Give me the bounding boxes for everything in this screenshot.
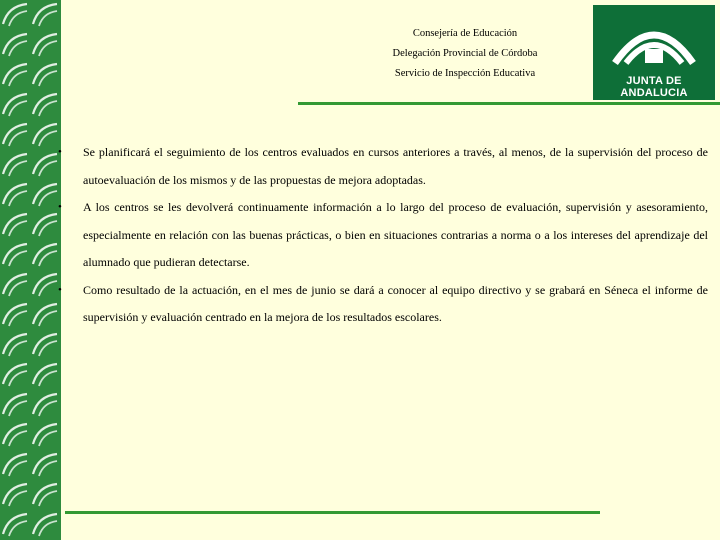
bottom-divider bbox=[65, 511, 600, 514]
list-item bbox=[58, 277, 708, 332]
bullet-text: Como resultado de la actuación, en el mes de junio se dará a conocer al equipo directivo y se grabará en Séneca el informe de supervisión y evaluación centrado en la mejora de los resultados escolares. bbox=[83, 282, 708, 324]
header-line-3: Servicio de Inspección Educativa bbox=[394, 68, 536, 79]
bullet-marker: • bbox=[58, 283, 62, 296]
bullet-list bbox=[58, 139, 708, 332]
top-divider bbox=[298, 102, 720, 105]
list-item bbox=[58, 194, 708, 277]
header-line-2: Delegación Provincial de Córdoba bbox=[392, 48, 538, 59]
arch-logo-icon bbox=[593, 5, 715, 75]
header-block bbox=[330, 24, 600, 84]
decorative-sidebar bbox=[0, 0, 61, 540]
bullet-marker: • bbox=[58, 201, 62, 213]
bullet-text: A los centros se les devolverá continuamente información a lo largo del proceso de evaluación, supervisión y asesoramiento, especialmente en relación con las buenas prácticas, o bien en situaciones contrarias a norma o a los intereses del aprendizaje del alumnado que pudieran detectarse. bbox=[83, 200, 708, 269]
header-line-1: Consejería de Educación bbox=[412, 28, 518, 39]
logo-text: JUNTA DE ANDALUCIA bbox=[620, 75, 688, 99]
junta-logo bbox=[593, 5, 715, 100]
arch-pattern-icon bbox=[0, 0, 61, 540]
bullet-text: Se planificará el seguimiento de los centros evaluados en cursos anteriores a través, al menos, de la supervisión del proceso de autoevaluación de los mismos y de las propuestas de mejora adoptadas. bbox=[83, 145, 708, 187]
list-item bbox=[58, 139, 708, 194]
bullet-marker: • bbox=[58, 146, 62, 158]
